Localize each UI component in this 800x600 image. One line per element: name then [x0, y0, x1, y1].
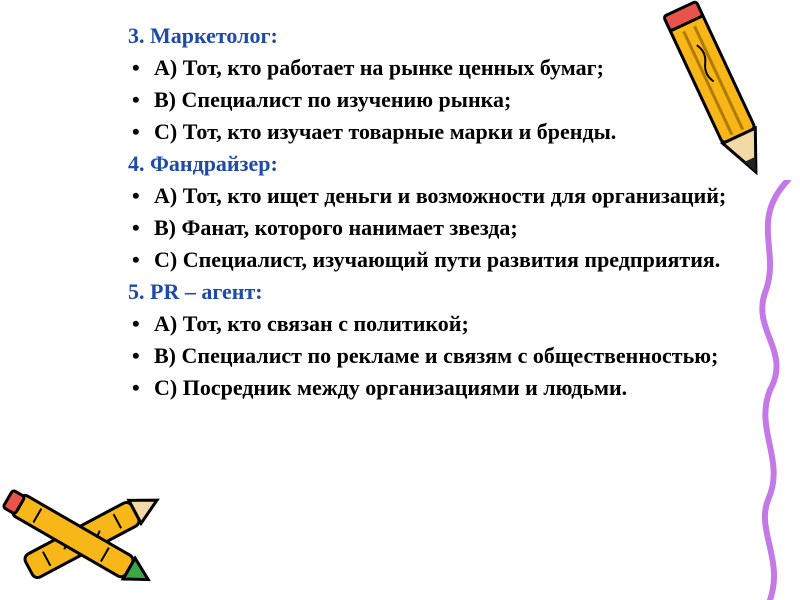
answer-options — [128, 182, 748, 274]
bullet: • — [132, 311, 140, 336]
answer-text: С) Специалист, изучающий пути развития предприятия. — [154, 247, 721, 272]
question-list — [128, 22, 748, 406]
question-3 — [128, 22, 748, 146]
answer-option — [128, 374, 748, 402]
answer-option — [128, 86, 748, 114]
answer-text: А) Тот, кто связан с политикой; — [154, 311, 469, 336]
question-title: 3. Маркетолог: — [128, 23, 278, 48]
answer-text: В) Специалист по рекламе и связям с общественностью; — [154, 343, 719, 368]
answer-option — [128, 118, 748, 146]
answer-options — [128, 54, 748, 146]
answer-options — [128, 310, 748, 402]
answer-option — [128, 182, 748, 210]
answer-text: В) Фанат, которого нанимает звезда; — [154, 215, 518, 240]
question-title: 4. Фандрайзер: — [128, 151, 278, 176]
bullet: • — [132, 215, 140, 240]
question-title: 5. PR – агент: — [128, 279, 263, 304]
answer-text: С) Посредник между организациями и людьми. — [154, 375, 628, 400]
bullet: • — [132, 55, 140, 80]
bullet: • — [132, 343, 140, 368]
question-4 — [128, 150, 748, 274]
answer-text: А) Тот, кто работает на рынке ценных бумаг; — [154, 55, 604, 80]
bullet: • — [132, 375, 140, 400]
bullet: • — [132, 87, 140, 112]
answer-text: А) Тот, кто ищет деньги и возможности для организаций; — [154, 183, 727, 208]
answer-text: С) Тот, кто изучает товарные марки и бренды. — [154, 119, 617, 144]
squiggle-line-icon — [740, 180, 800, 600]
bullet: • — [132, 247, 140, 272]
bullet: • — [132, 183, 140, 208]
answer-option — [128, 54, 748, 82]
bullet: • — [132, 119, 140, 144]
answer-option — [128, 214, 748, 242]
question-5 — [128, 278, 748, 402]
answer-option — [128, 310, 748, 338]
answer-option — [128, 342, 748, 370]
answer-option — [128, 246, 748, 274]
answer-text: В) Специалист по изучению рынка; — [154, 87, 512, 112]
crayon-icon — [0, 470, 170, 600]
